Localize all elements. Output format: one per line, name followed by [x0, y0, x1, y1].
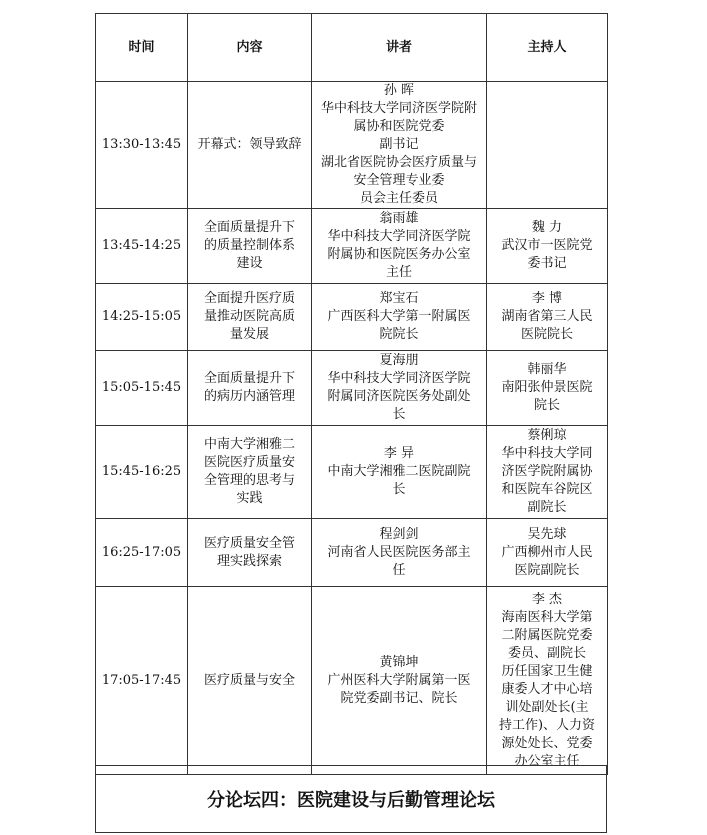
- cell-content: [188, 587, 312, 775]
- cell-speaker-line: 翁雨雄: [379, 211, 419, 226]
- cell-speaker-line: 广西医科大学第一附属医: [327, 309, 471, 324]
- cell-host-line: 吴先球: [527, 526, 567, 542]
- cell-speaker-line: 副书记: [379, 137, 419, 152]
- cell-speaker-line: 郑宝石: [379, 291, 419, 306]
- cell-host: [487, 426, 608, 519]
- forum-title: 分论坛四：医院建设与后勤管理论坛: [95, 765, 607, 833]
- cell-host-line: 训处副处长(主: [505, 699, 589, 715]
- table-row: [96, 426, 608, 519]
- cell-host-line: 广西柳州市人民: [501, 544, 593, 560]
- cell-speaker-line: 任: [392, 562, 406, 578]
- cell-speaker: [312, 351, 487, 426]
- cell-host-line: 南阳张仲景医院: [501, 380, 593, 395]
- cell-content-line: 医院医疗质量安: [203, 455, 295, 470]
- cell-host-line: 副院长: [527, 500, 567, 515]
- cell-speaker-line: 李 异: [383, 446, 415, 461]
- schedule-table: [95, 13, 608, 775]
- cell-speaker: [312, 284, 487, 351]
- cell-content-line: 全面质量提升下: [203, 371, 295, 386]
- cell-host-line: 医院副院长: [514, 562, 580, 578]
- cell-content-line: 中南大学湘雅二: [203, 437, 295, 452]
- cell-speaker-line: 华中科技大学同济医学院附属协和医院党委: [320, 101, 477, 134]
- cell-host: [487, 209, 608, 284]
- cell-host-line: 持工作)、人力资: [498, 717, 596, 733]
- table-row: [96, 82, 608, 209]
- cell-host-line: 二附属医院党委: [501, 627, 593, 643]
- cell-time: 16:25-17:05: [96, 519, 188, 587]
- cell-host-line: 院长: [533, 398, 560, 413]
- cell-speaker-line: 附属协和医院医务办公室: [327, 247, 471, 262]
- cell-time: 15:45-16:25: [96, 426, 188, 519]
- cell-host-line: 魏 力: [531, 220, 563, 235]
- cell-content: [188, 284, 312, 351]
- cell-content: [188, 519, 312, 587]
- cell-host-line: 委书记: [527, 256, 567, 271]
- cell-host-line: 医院院长: [520, 327, 573, 342]
- cell-host: [487, 82, 608, 209]
- cell-content: [188, 209, 312, 284]
- cell-host-line: 李 博: [531, 291, 563, 306]
- cell-host-line: 办公室主任: [514, 753, 580, 769]
- cell-content-line: 开幕式：领导致辞: [197, 137, 302, 152]
- table-row: [96, 587, 608, 775]
- cell-speaker-line: 院党委副书记、院长: [340, 690, 458, 706]
- cell-time: 13:45-14:25: [96, 209, 188, 284]
- cell-host-line: 华中科技大学同: [501, 446, 593, 461]
- cell-speaker-line: 主任: [385, 265, 412, 280]
- cell-content-line: 量发展: [229, 327, 269, 342]
- cell-content-line: 实践: [236, 491, 263, 506]
- cell-content-line: 的质量控制体系: [203, 238, 295, 253]
- cell-speaker-line: 程剑剑: [379, 526, 419, 542]
- cell-content: [188, 426, 312, 519]
- cell-content-line: 全面提升医疗质: [203, 291, 295, 306]
- cell-speaker-line: 黄锦坤: [379, 654, 419, 670]
- cell-speaker-line: 中南大学湘雅二医院副院: [327, 464, 471, 479]
- cell-host-line: 湖南省第三人民: [501, 309, 593, 324]
- cell-host-line: 韩丽华: [527, 362, 567, 377]
- cell-content-line: 量推动医院高质: [203, 309, 295, 324]
- cell-host-line: 海南医科大学第: [501, 609, 593, 625]
- cell-host-line: 历任国家卫生健: [501, 663, 593, 679]
- cell-speaker-line: 河南省人民医院医务部主: [327, 544, 471, 560]
- table-row: [96, 209, 608, 284]
- cell-content-line: 全面质量提升下: [203, 220, 295, 235]
- cell-speaker-line: 长: [392, 407, 406, 422]
- header-content: 内容: [188, 14, 312, 82]
- cell-speaker: [312, 426, 487, 519]
- header-time: 时间: [96, 14, 188, 82]
- cell-host-line: 康委人才中心培: [501, 681, 593, 697]
- cell-content: [188, 82, 312, 209]
- cell-content-line: 理实践探索: [216, 553, 282, 569]
- cell-speaker: [312, 587, 487, 775]
- cell-host-line: 源处处长、党委: [501, 735, 593, 751]
- cell-host: [487, 284, 608, 351]
- cell-time: 17:05-17:45: [96, 587, 188, 775]
- cell-time: 14:25-15:05: [96, 284, 188, 351]
- cell-speaker-line: 夏海朋: [379, 353, 419, 368]
- cell-content-line: 建设: [236, 256, 263, 271]
- cell-time: 15:05-15:45: [96, 351, 188, 426]
- cell-speaker: [312, 82, 487, 209]
- cell-time: 13:30-13:45: [96, 82, 188, 209]
- cell-content-line: 医疗质量安全管: [203, 535, 295, 551]
- cell-speaker: [312, 519, 487, 587]
- cell-speaker-line: 华中科技大学同济医学院: [327, 229, 471, 244]
- header-row: [96, 14, 608, 82]
- table-row: [96, 351, 608, 426]
- cell-host-line: 委员、副院长: [507, 645, 586, 661]
- table-row: [96, 284, 608, 351]
- cell-host-line: 和医院车谷院区: [501, 482, 593, 497]
- cell-speaker-line: 孙 晖: [383, 83, 415, 98]
- cell-speaker-line: 员会主任委员: [359, 191, 438, 206]
- cell-speaker-line: 长: [392, 482, 406, 497]
- cell-content-line: 的病历内涵管理: [203, 389, 295, 404]
- cell-content: [188, 351, 312, 426]
- cell-host-line: 武汉市一医院党: [501, 238, 593, 253]
- cell-host-line: 济医学院附属协: [501, 464, 593, 479]
- cell-host: [487, 587, 608, 775]
- cell-speaker-line: 附属同济医院医务处副处: [327, 389, 471, 404]
- header-host: 主持人: [487, 14, 608, 82]
- cell-host: [487, 519, 608, 587]
- header-speaker: 讲者: [312, 14, 487, 82]
- table-row: [96, 519, 608, 587]
- cell-speaker-line: 湖北省医院协会医疗质量与安全管理专业委: [320, 155, 477, 188]
- cell-host-line: 蔡俐琼: [527, 428, 567, 443]
- cell-speaker-line: 广州医科大学附属第一医: [327, 672, 471, 688]
- cell-speaker-line: 华中科技大学同济医学院: [327, 371, 471, 386]
- cell-content-line: 医疗质量与安全: [203, 672, 295, 688]
- cell-speaker: [312, 209, 487, 284]
- cell-host-line: 李 杰: [531, 591, 563, 607]
- cell-content-line: 全管理的思考与: [203, 473, 295, 488]
- cell-host: [487, 351, 608, 426]
- cell-speaker-line: 院院长: [379, 327, 419, 342]
